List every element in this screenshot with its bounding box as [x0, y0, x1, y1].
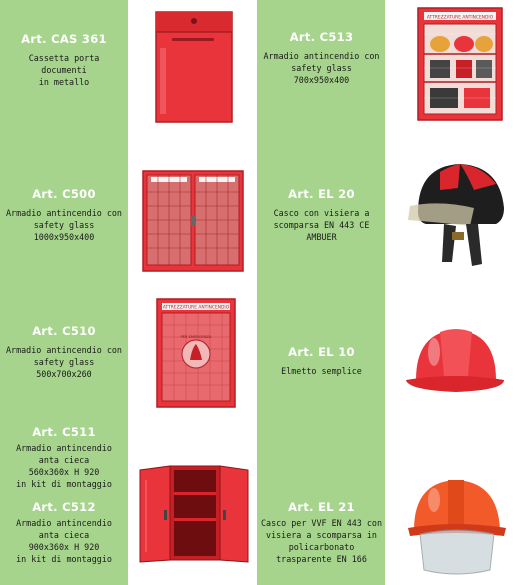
simple-helmet-image — [404, 318, 506, 410]
product-description-line: policarbonato — [288, 542, 355, 552]
product-c513 — [257, 30, 386, 86]
cabinet-header-sign: ATTREZZATURE ANTINCENDIO — [162, 305, 230, 311]
product-c510 — [0, 324, 128, 380]
product-description-line: 1000x950x400 — [33, 232, 95, 242]
product-code: Art. C500 — [32, 187, 96, 201]
product-description-line: Cassetta porta — [28, 53, 100, 63]
product-el10 — [257, 345, 386, 377]
product-c511 — [0, 425, 128, 490]
cabinet-header-sign: ATTREZZATURE ANTINCENDIO — [426, 15, 494, 21]
fire-cabinet-c513-image — [414, 4, 506, 124]
document-box-image — [150, 8, 238, 126]
vvf-helmet-image — [404, 470, 510, 580]
cabinet-medallion-label: PER EMERGENZA — [180, 335, 212, 339]
product-el20 — [257, 187, 386, 243]
blind-door-cabinet-image — [136, 462, 252, 568]
product-description-line: Casco con visiera a — [273, 208, 370, 218]
product-description-line: safety glass — [291, 63, 352, 73]
product-c512 — [0, 500, 128, 565]
product-description-line: Armadio antincendio con — [6, 345, 122, 355]
fire-cabinet-c500-image — [140, 168, 246, 274]
product-description-line: scomparsa EN 443 CE — [273, 220, 370, 230]
product-description-line: Armadio antincendio con — [6, 208, 122, 218]
product-description-line: AMBUER — [306, 232, 337, 242]
product-description-line: Armadio antincendio — [16, 518, 112, 528]
product-description-line: 500x700x260 — [36, 369, 92, 379]
green-column-right — [257, 0, 385, 585]
product-code: Art. C510 — [32, 324, 96, 338]
product-description-line: in kit di montaggio — [16, 479, 112, 489]
product-description-line: Armadio antincendio con — [263, 51, 380, 61]
product-description-line: anta cieca — [38, 455, 90, 465]
fire-cabinet-c510-image — [154, 296, 238, 410]
product-description-line: safety glass — [33, 357, 95, 367]
product-description-line: 560x360x H 920 — [28, 467, 100, 477]
product-description-line: safety glass — [33, 220, 95, 230]
product-description-line: visiera a scomparsa in — [266, 530, 377, 540]
product-code: Art. C512 — [32, 500, 96, 514]
product-description-line: in kit di montaggio — [16, 554, 112, 564]
product-description-line: 900x360x H 920 — [28, 542, 100, 552]
product-description-line: Elmetto semplice — [281, 366, 362, 376]
product-description-line: Casco per VVF EN 443 con — [260, 518, 382, 528]
product-code: Art. C513 — [289, 30, 354, 44]
product-c500 — [0, 187, 128, 243]
product-code: Art. C511 — [32, 425, 96, 439]
product-description-line: trasparente EN 166 — [276, 554, 367, 564]
fire-helmet-visor-image — [400, 150, 512, 276]
product-code: Art. EL 10 — [288, 345, 355, 359]
product-description-line: 700x950x400 — [293, 75, 350, 85]
product-description-line: documenti — [41, 65, 87, 75]
product-description-line: Armadio antincendio — [16, 443, 112, 453]
product-description-line: anta cieca — [38, 530, 90, 540]
product-code: Art. EL 21 — [288, 500, 355, 514]
product-description-line: in metallo — [38, 77, 90, 87]
product-el21 — [257, 500, 386, 565]
product-cas361 — [0, 32, 128, 88]
product-code: Art. CAS 361 — [21, 32, 107, 46]
product-code: Art. EL 20 — [288, 187, 355, 201]
